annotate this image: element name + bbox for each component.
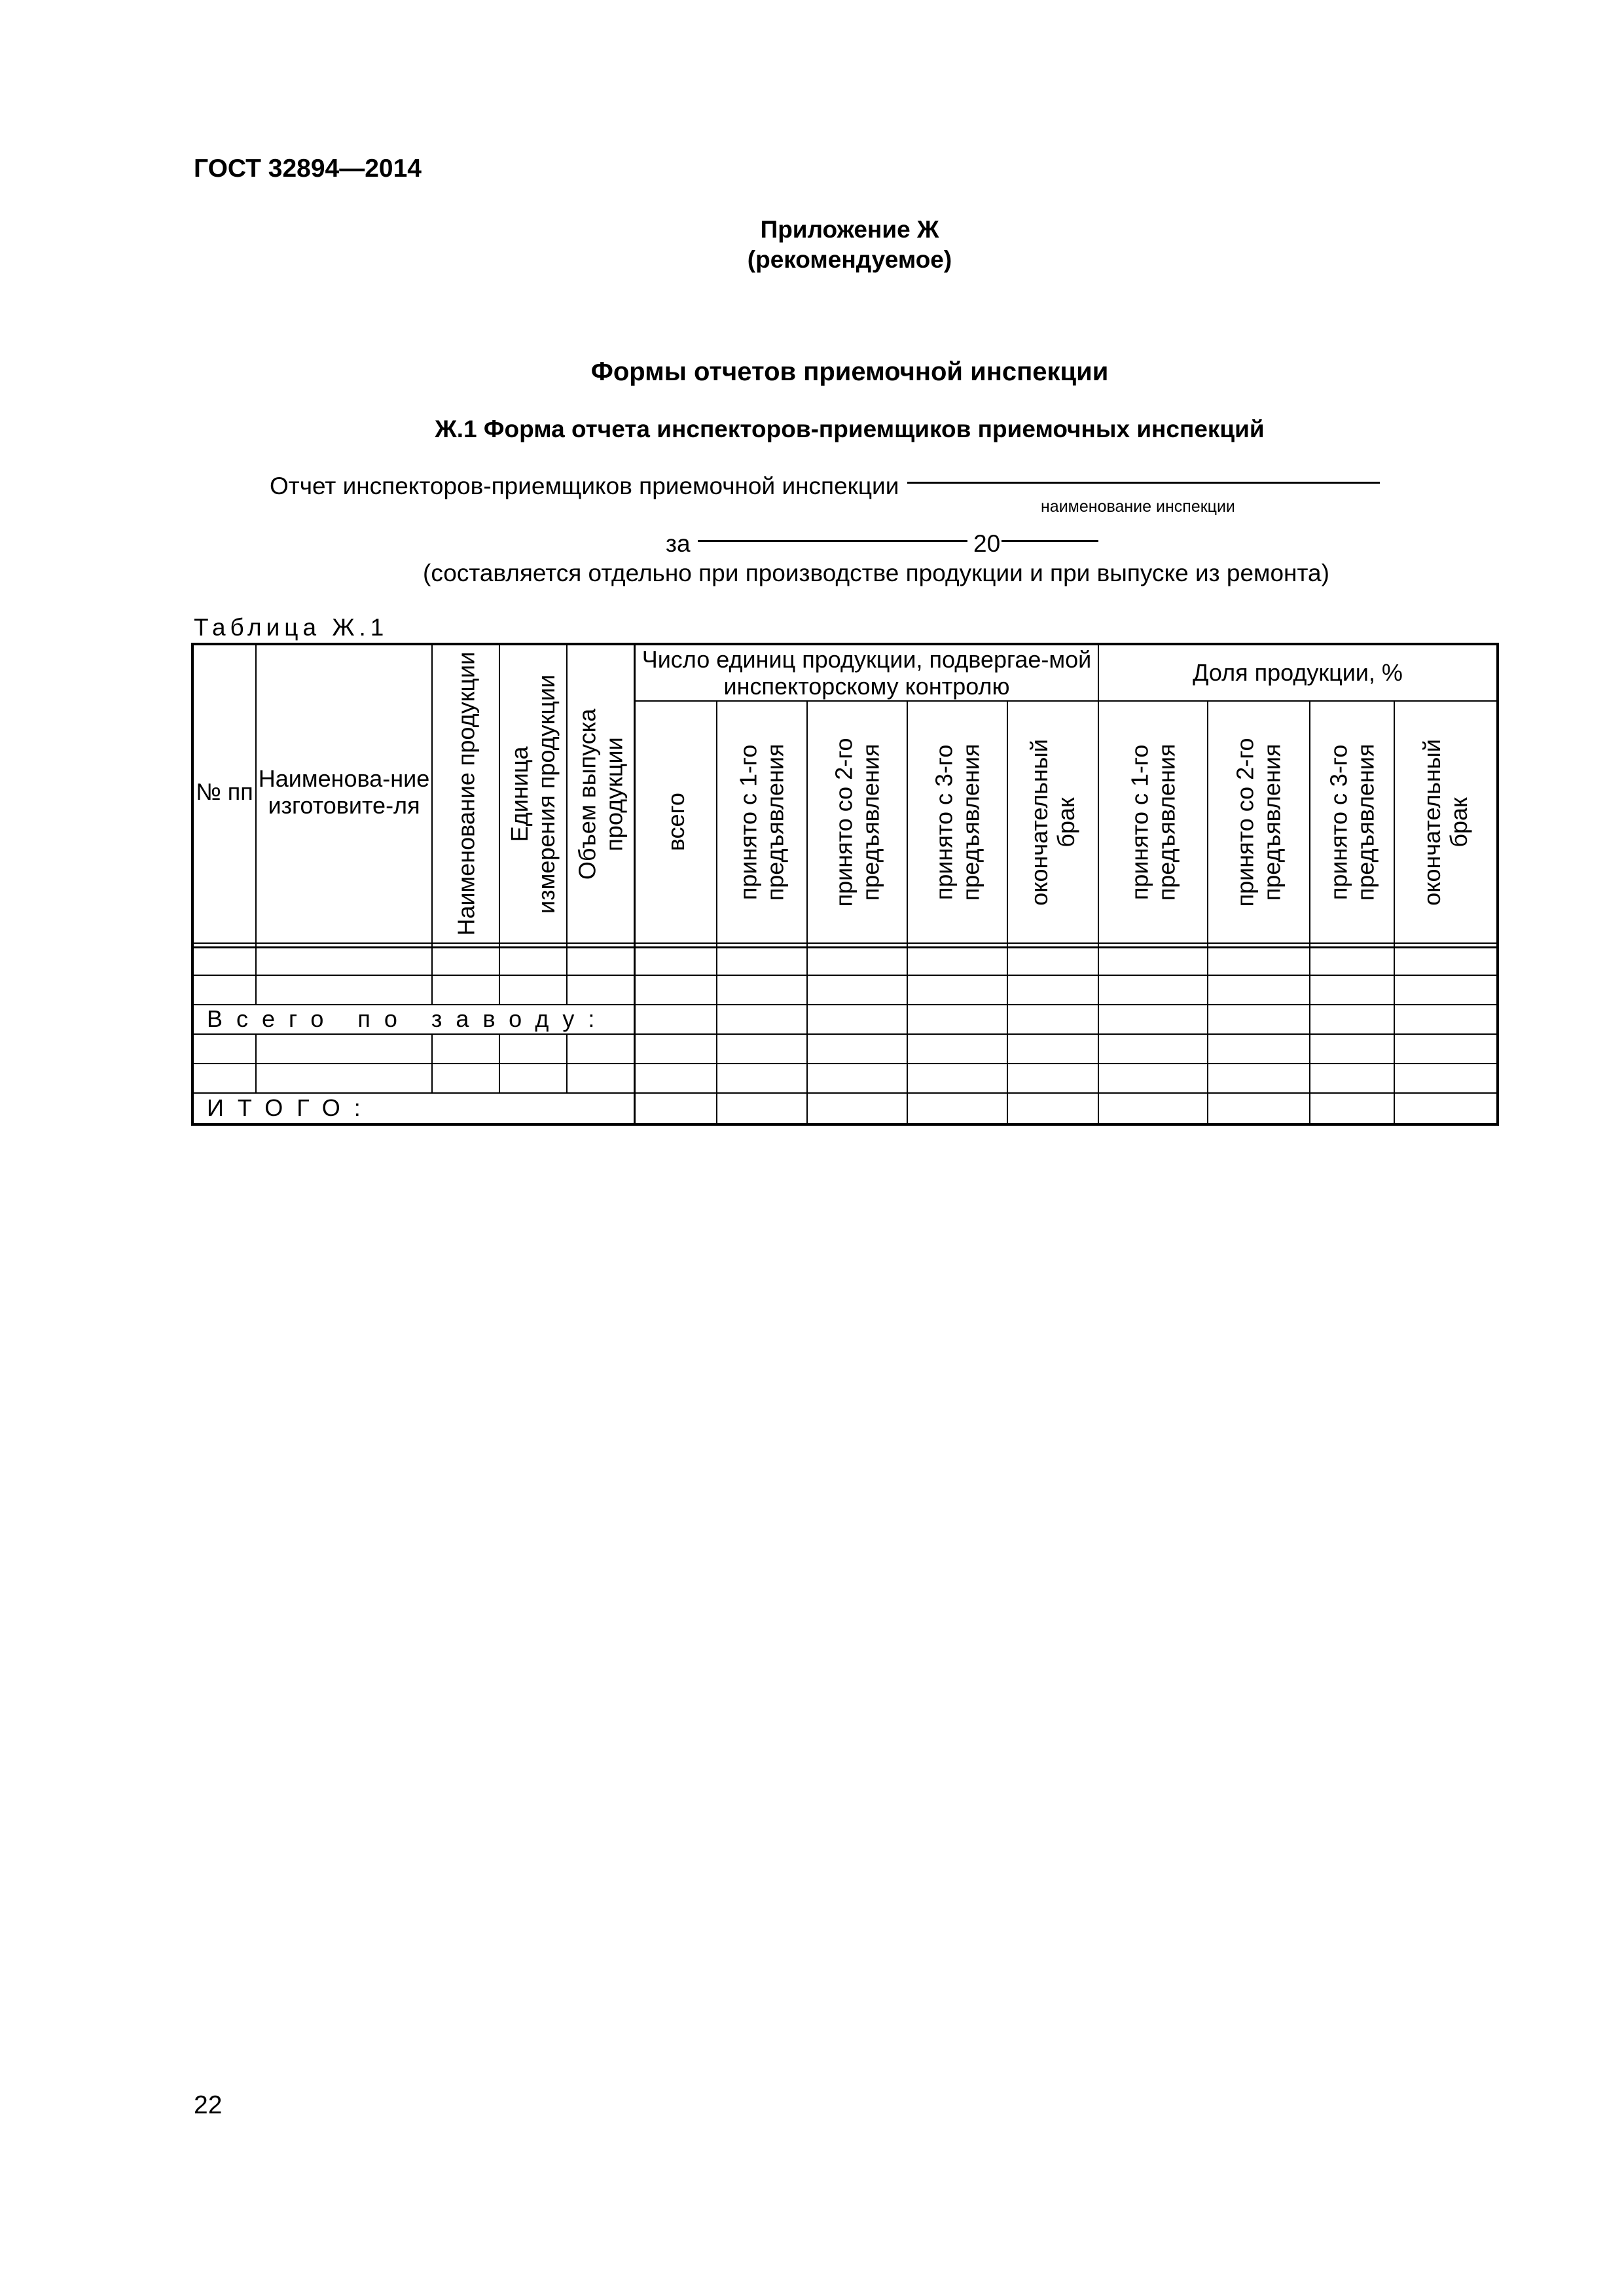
header-product-name: Наименование продукции [452, 652, 479, 936]
section-title: Формы отчетов приемочной инспекции [590, 357, 1109, 386]
header-count-accepted-3: принято с 3-го предъявления [930, 744, 984, 901]
header-manufacturer: Наименова-ние изготовите-ля [258, 764, 430, 819]
header-share-final-reject: окончательный брак [1418, 738, 1473, 906]
report-label: Отчет инспекторов-приемщиков приемочной инспекции [270, 473, 899, 499]
row-divider [191, 1063, 1499, 1064]
table-caption: Таблица Ж.1 [194, 614, 389, 641]
table-left-border [191, 643, 194, 1126]
period-blank [698, 540, 967, 542]
column-divider [499, 1033, 500, 1094]
for-label: за [666, 530, 691, 557]
header-total: всего [662, 793, 689, 852]
header-unit: Единица измерения продукции [506, 674, 560, 914]
inspection-name-blank [907, 482, 1380, 484]
plant-total-label: Всего по заводу: [207, 1005, 609, 1032]
header-count-accepted-2: принято со 2-го предъявления [830, 738, 884, 906]
column-divider [431, 1033, 433, 1094]
header-volume: Объем выпуска продукции [573, 708, 628, 880]
page-number: 22 [194, 2091, 223, 2119]
header-group-count: Число единиц продукции, подвергае-мой инспекторскому контролю [641, 645, 1092, 700]
column-divider [566, 1033, 568, 1094]
table-bottom-border [191, 1123, 1499, 1126]
header-count-accepted-1: принято с 1-го предъявления [734, 744, 789, 901]
row-divider [191, 975, 1499, 976]
header-share-accepted-2: принято со 2-го предъявления [1231, 738, 1286, 906]
table-right-border [1496, 643, 1499, 1126]
header-num: № пп [196, 778, 253, 806]
header-share-accepted-3: принято с 3-го предъявления [1325, 744, 1379, 901]
header-rule-1 [191, 942, 1499, 944]
header-share-accepted-1: принято с 1-го предъявления [1126, 744, 1180, 901]
standard-code: ГОСТ 32894—2014 [194, 154, 422, 183]
compilation-note: (составляется отдельно при производстве продукции и при выпуске из ремонта) [423, 560, 1329, 586]
header-group-share: Доля продукции, % [1193, 659, 1403, 687]
header-rule-2 [191, 946, 1499, 948]
appendix-title: Приложение Ж [760, 216, 939, 243]
row-divider [191, 1092, 1499, 1094]
header-count-final-reject: окончательный брак [1026, 738, 1080, 906]
year-label: 20 [973, 530, 1001, 557]
inspection-name-note: наименование инспекции [1041, 497, 1235, 516]
column-divider [255, 1033, 257, 1094]
grand-total-label: ИТОГО: [207, 1094, 374, 1121]
row-divider [191, 1033, 1499, 1035]
year-blank [1001, 540, 1098, 542]
section-subtitle: Ж.1 Форма отчета инспекторов-приемщиков приемочных инспекций [435, 416, 1265, 442]
appendix-status: (рекомендуемое) [747, 246, 952, 273]
